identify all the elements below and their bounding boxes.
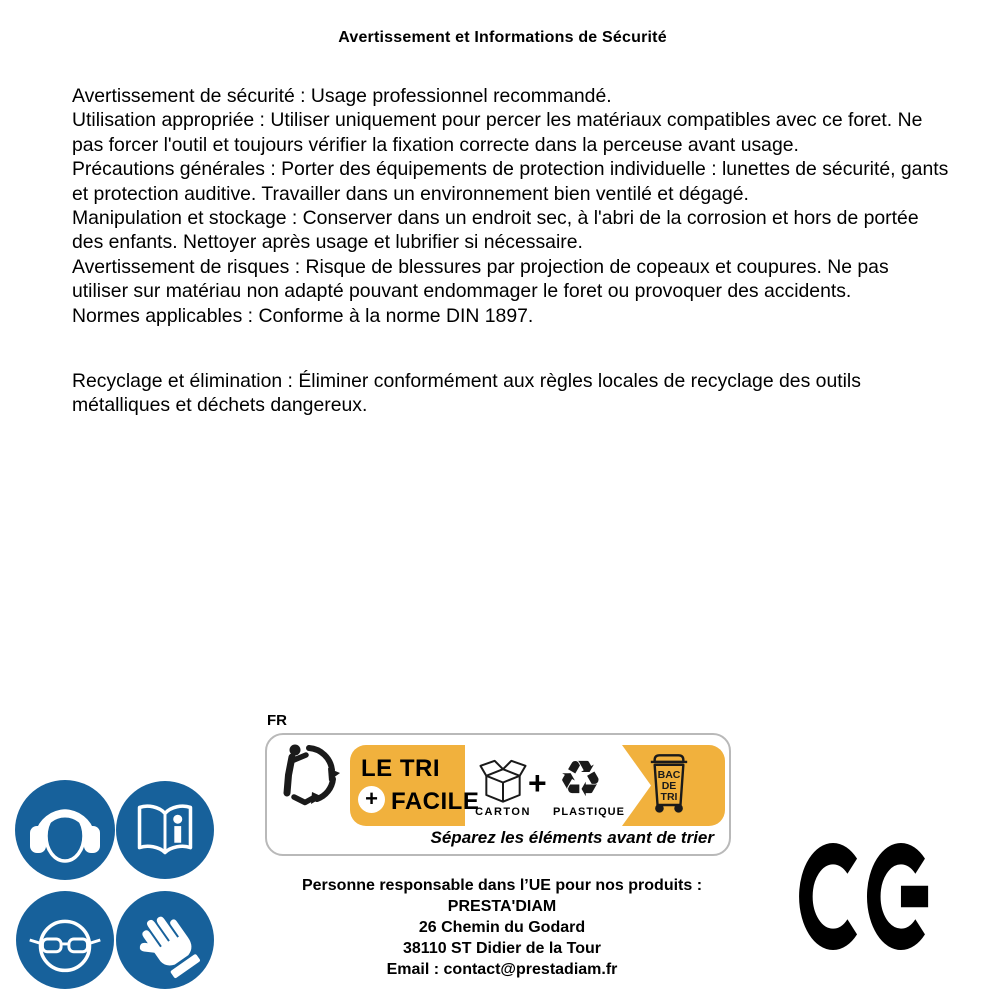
paragraph-safety-warning: Avertissement de sécurité : Usage professionnel recommandé. — [72, 85, 612, 107]
sorting-headline-line2: FACILE — [391, 788, 480, 815]
paragraph-recycling: Recyclage et élimination : Éliminer conformément aux règles locales de recyclage des outils métalliques et déchets dangereux. — [72, 370, 861, 417]
read-instruction-manual-icon — [116, 781, 214, 879]
sorting-headline-line1: LE TRI — [361, 755, 440, 782]
wear-eye-protection-icon — [16, 891, 114, 989]
bin-text-line3: TRI — [660, 791, 678, 804]
address-line-street: 26 Chemin du Godard — [418, 919, 586, 936]
paragraph-appropriate-use: Utilisation appropriée : Utiliser uniquement pour percer les matériaux compatibles avec ce foret. Ne pas forcer l'outil et toujours vérifier la fixation correcte dans la perceuse avant usage. — [72, 109, 923, 156]
safety-text-block — [72, 84, 950, 328]
responsible-person-block — [252, 875, 752, 980]
sorting-tagline: Séparez les éléments avant de trier — [430, 828, 714, 847]
wear-protective-gloves-icon — [116, 891, 214, 989]
address-line-email: Email : contact@prestadiam.fr — [386, 961, 618, 978]
address-line-city: 38110 ST Didier de la Tour — [403, 940, 601, 957]
material-label-plastique: PLASTIQUE — [553, 806, 625, 818]
wear-ear-protection-icon — [15, 780, 115, 880]
paragraph-risk-warning: Avertissement de risques : Risque de blessures par projection de copeaux et coupures. Ne pas utiliser sur matériau non adapté pouvant endommager le foret ou provoquer des accidents. — [72, 255, 889, 303]
address-line-company: PRESTA'DIAM — [447, 898, 557, 915]
plus-circle-icon: + — [358, 786, 385, 813]
address-line-intro: Personne responsable dans l’UE pour nos produits : — [301, 877, 703, 894]
triman-icon — [276, 742, 340, 808]
materials-separator: + — [528, 765, 547, 801]
paragraph-general-precautions: Précautions générales : Porter des équipements de protection individuelle : lunettes de sécurité, gants et protection auditive. Travailler dans un environnement bien ventilé et dégagé. — [72, 158, 949, 205]
recycling-arrows-icon: ♻ — [558, 750, 603, 808]
bin-text-line1: BAC — [657, 769, 681, 782]
sorting-bin-icon — [647, 752, 691, 814]
ce-marking-icon — [796, 843, 938, 950]
bin-text-line2: DE — [661, 780, 677, 793]
country-code-label: FR — [267, 712, 287, 729]
paragraph-handling-storage: Manipulation et stockage : Conserver dans un endroit sec, à l'abri de la corrosion et hors de portée des enfants. Nettoyer après usage et lubrifier si nécessaire. — [72, 207, 919, 254]
page-title: Avertissement et Informations de Sécurité — [338, 29, 667, 46]
carton-box-icon — [478, 757, 528, 803]
paragraph-applicable-standards: Normes applicables : Conforme à la norme DIN 1897. — [72, 304, 534, 327]
material-label-carton: CARTON — [475, 806, 531, 818]
